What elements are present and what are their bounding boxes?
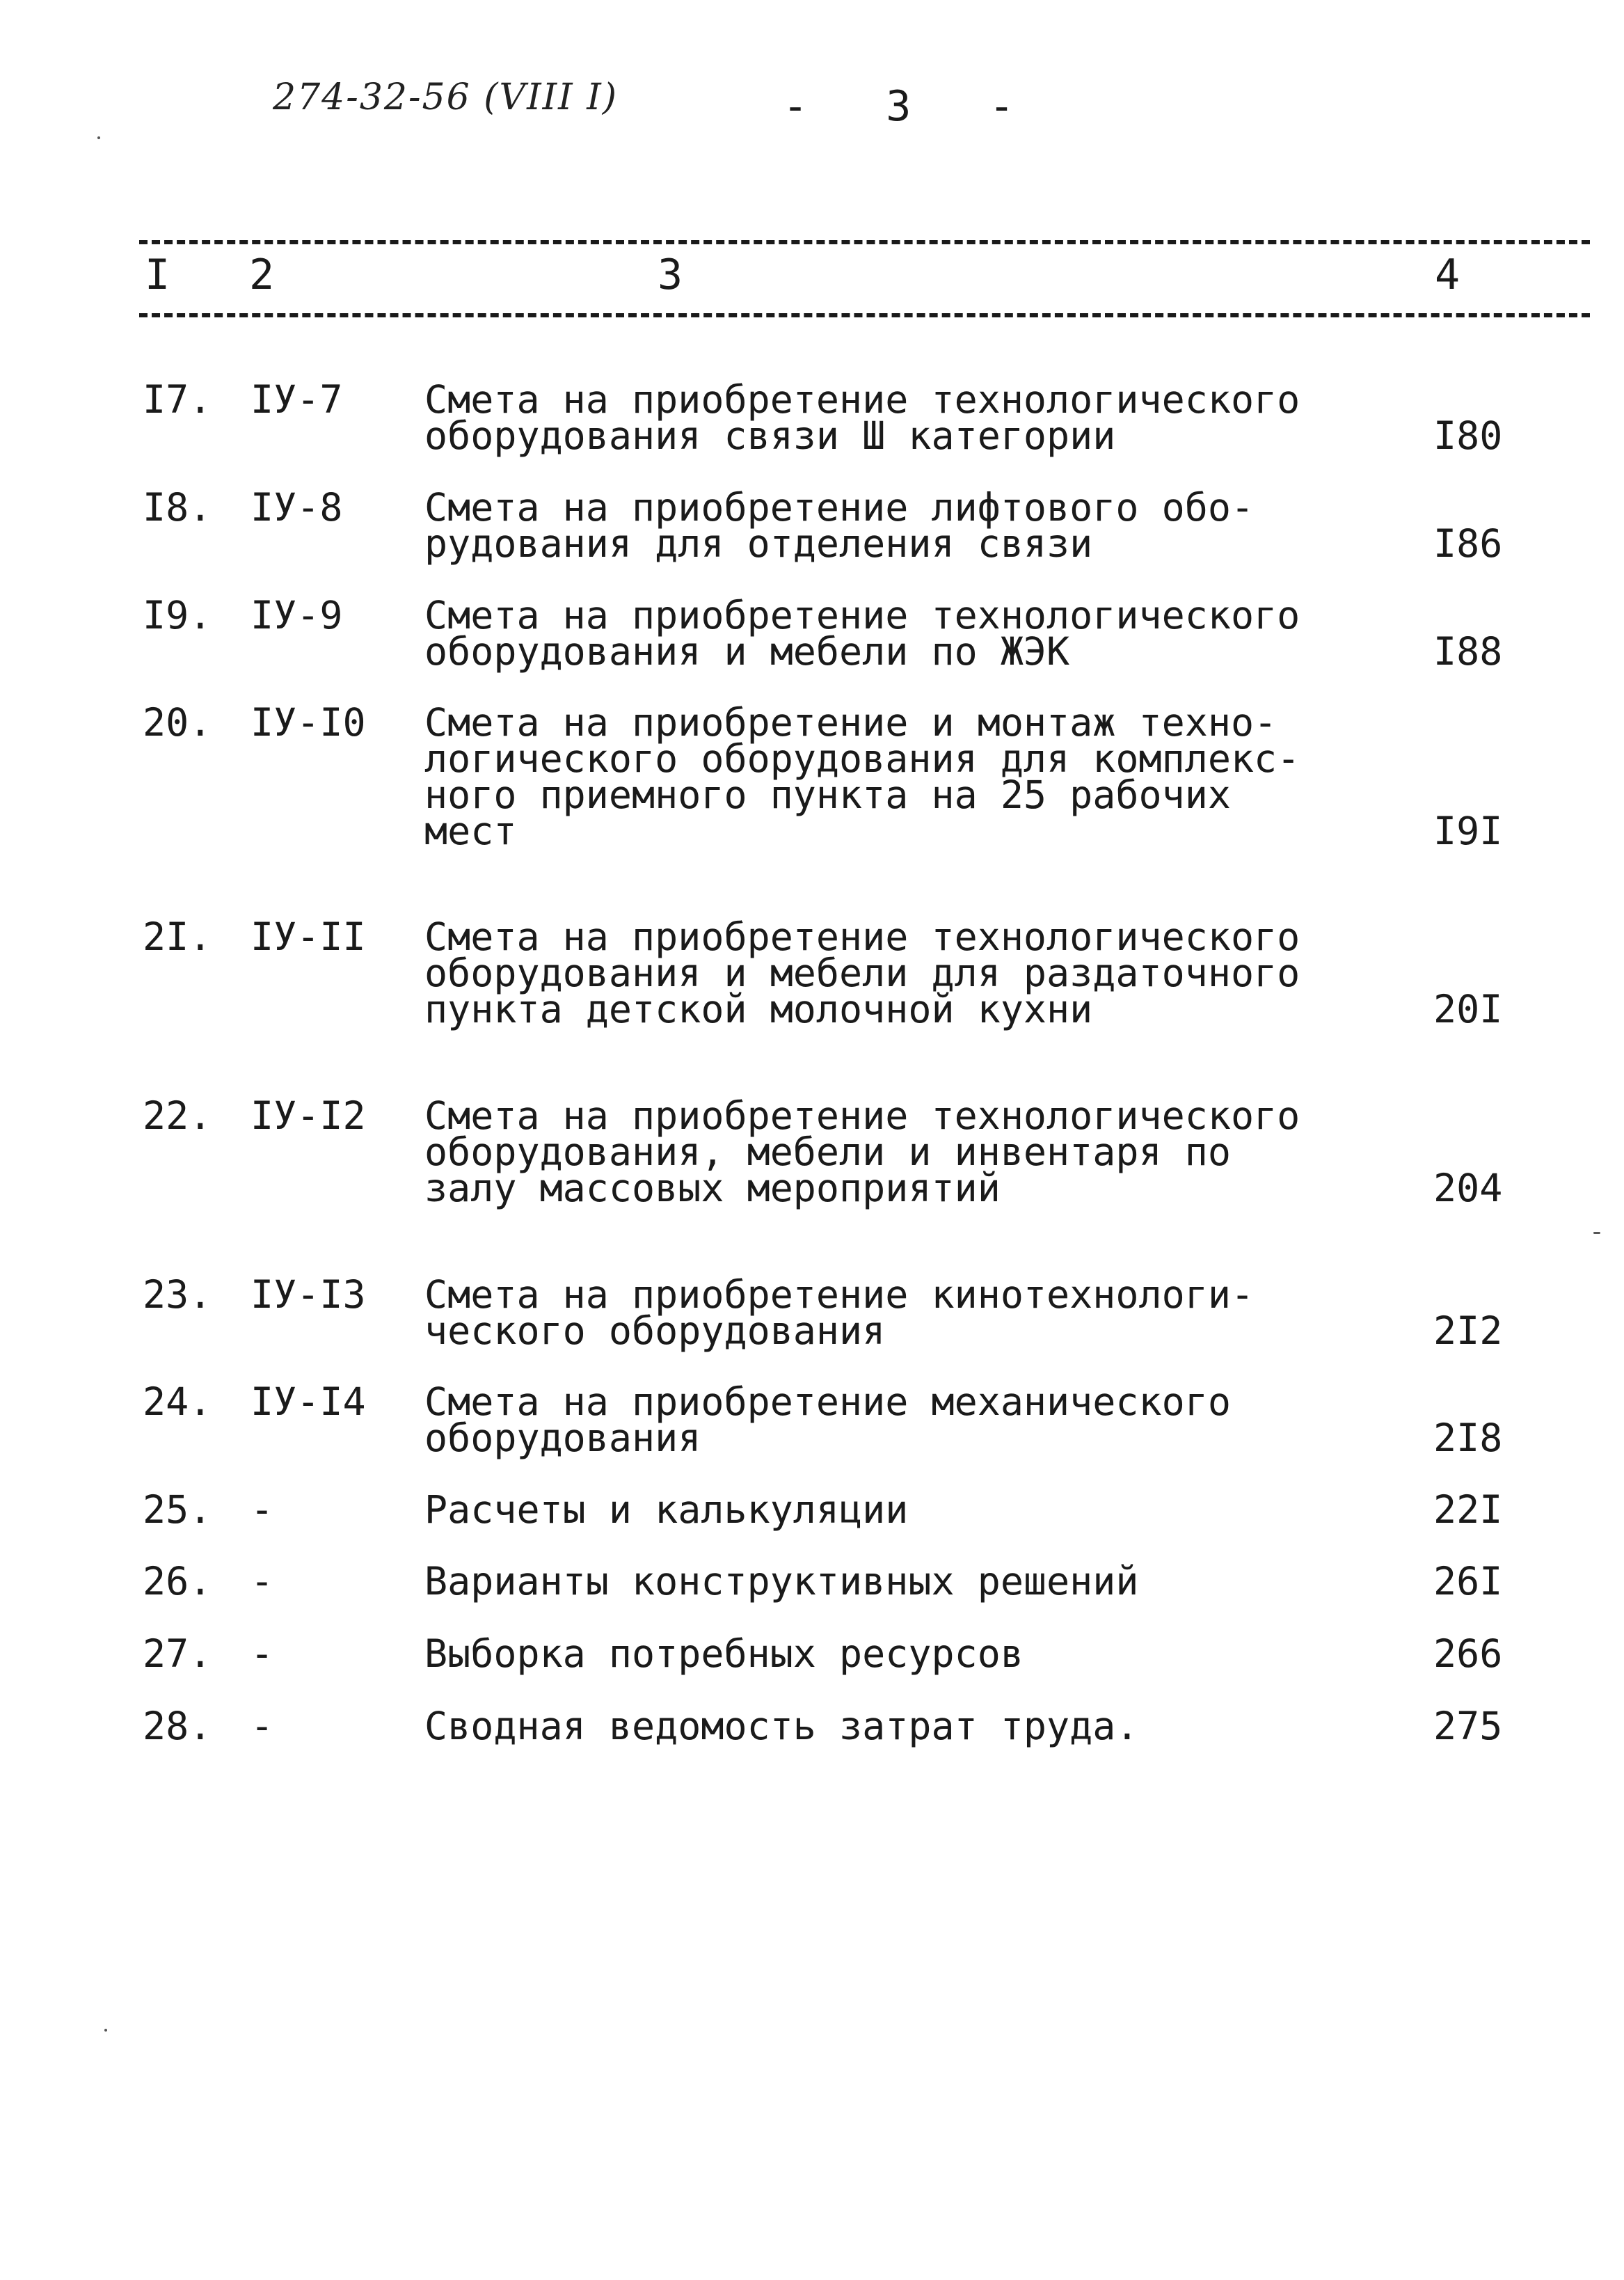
row-code: - [250,1631,274,1676]
description-line: оборудования [424,1416,701,1460]
description-line: логического оборудования для комплекс- [424,736,1300,781]
row-code: - [250,1487,274,1532]
description-line: мест [424,809,517,853]
table-header-rule [139,313,1590,317]
scan-speck [1593,1232,1600,1234]
column-header-4: 4 [1435,251,1460,299]
description-line: ного приемного пункта на 25 рабочих [424,773,1231,817]
row-description [424,1379,1364,1460]
description-line: оборудования, мебели и инвентаря по [424,1130,1231,1174]
row-number: 2I. [143,915,212,959]
row-page-number: 2I2 [1433,1308,1503,1353]
scan-speck [104,2029,107,2032]
description-line: Варианты конструктивных решений [424,1559,1139,1604]
row-page-number: I9I [1433,809,1503,853]
row-code: IУ-7 [250,377,343,422]
description-line: Смета на приобретение и монтаж техно- [424,700,1277,745]
row-number: 25. [143,1487,212,1532]
description-line: залу массовых мероприятий [424,1166,1001,1210]
page-number: - 3 - [783,82,1041,131]
row-page-number: 266 [1433,1631,1503,1676]
description-line: ческого оборудования [424,1308,886,1353]
row-description [424,700,1364,853]
column-header-3: 3 [658,251,683,299]
row-code: IУ-I0 [250,700,366,745]
row-description [424,1487,1364,1532]
row-number: I7. [143,377,212,422]
description-line: Смета на приобретение технологического [424,915,1300,959]
row-page-number: 20I [1433,987,1503,1031]
description-line: Смета на приобретение лифтового обо- [424,485,1255,530]
row-number: 23. [143,1272,212,1317]
row-page-number: 2I8 [1433,1416,1503,1460]
row-page-number: I86 [1433,521,1503,566]
scan-speck [97,136,100,139]
description-line: оборудования и мебели по ЖЭК [424,629,1070,674]
description-line: Смета на приобретение технологического [424,377,1300,422]
row-number: 20. [143,700,212,745]
row-description [424,593,1364,674]
description-line: Смета на приобретение механического [424,1379,1231,1424]
row-code: - [250,1559,274,1604]
row-number: I8. [143,485,212,530]
row-number: 27. [143,1631,212,1676]
row-number: 22. [143,1093,212,1138]
row-description [424,485,1364,566]
row-page-number: I80 [1433,413,1503,458]
row-description [424,1272,1364,1353]
row-description [424,377,1364,458]
column-header-1: I [145,251,170,299]
table-top-rule [139,240,1590,244]
row-description [424,1093,1364,1210]
row-number: 24. [143,1379,212,1424]
row-page-number: 275 [1433,1704,1503,1748]
row-number: I9. [143,593,212,638]
row-page-number: 22I [1433,1487,1503,1532]
row-description [424,1704,1364,1748]
row-description [424,1631,1364,1676]
document-code: 274-32-56 (VIII I) [273,77,619,118]
column-header-2: 2 [249,251,275,299]
row-code: IУ-I3 [250,1272,366,1317]
row-code: IУ-9 [250,593,343,638]
description-line: оборудования и мебели для раздаточного [424,951,1300,995]
row-number: 26. [143,1559,212,1604]
row-code: - [250,1704,274,1748]
row-page-number: I88 [1433,629,1503,674]
description-line: пункта детской молочной кухни [424,987,1093,1031]
row-code: IУ-I4 [250,1379,366,1424]
description-line: оборудования связи Ш категории [424,413,1116,458]
description-line: рудования для отделения связи [424,521,1093,566]
row-number: 28. [143,1704,212,1748]
description-line: Расчеты и калькуляции [424,1487,909,1532]
row-code: IУ-I2 [250,1093,366,1138]
row-code: IУ-8 [250,485,343,530]
description-line: Смета на приобретение технологического [424,1093,1300,1138]
description-line: Смета на приобретение кинотехнологи- [424,1272,1255,1317]
description-line: Смета на приобретение технологического [424,593,1300,638]
row-description [424,915,1364,1031]
description-line: Сводная ведомость затрат труда. [424,1704,1139,1748]
row-description [424,1559,1364,1604]
description-line: Выборка потребных ресурсов [424,1631,1024,1676]
row-code: IУ-II [250,915,366,959]
row-page-number: 204 [1433,1166,1503,1210]
row-page-number: 26I [1433,1559,1503,1604]
